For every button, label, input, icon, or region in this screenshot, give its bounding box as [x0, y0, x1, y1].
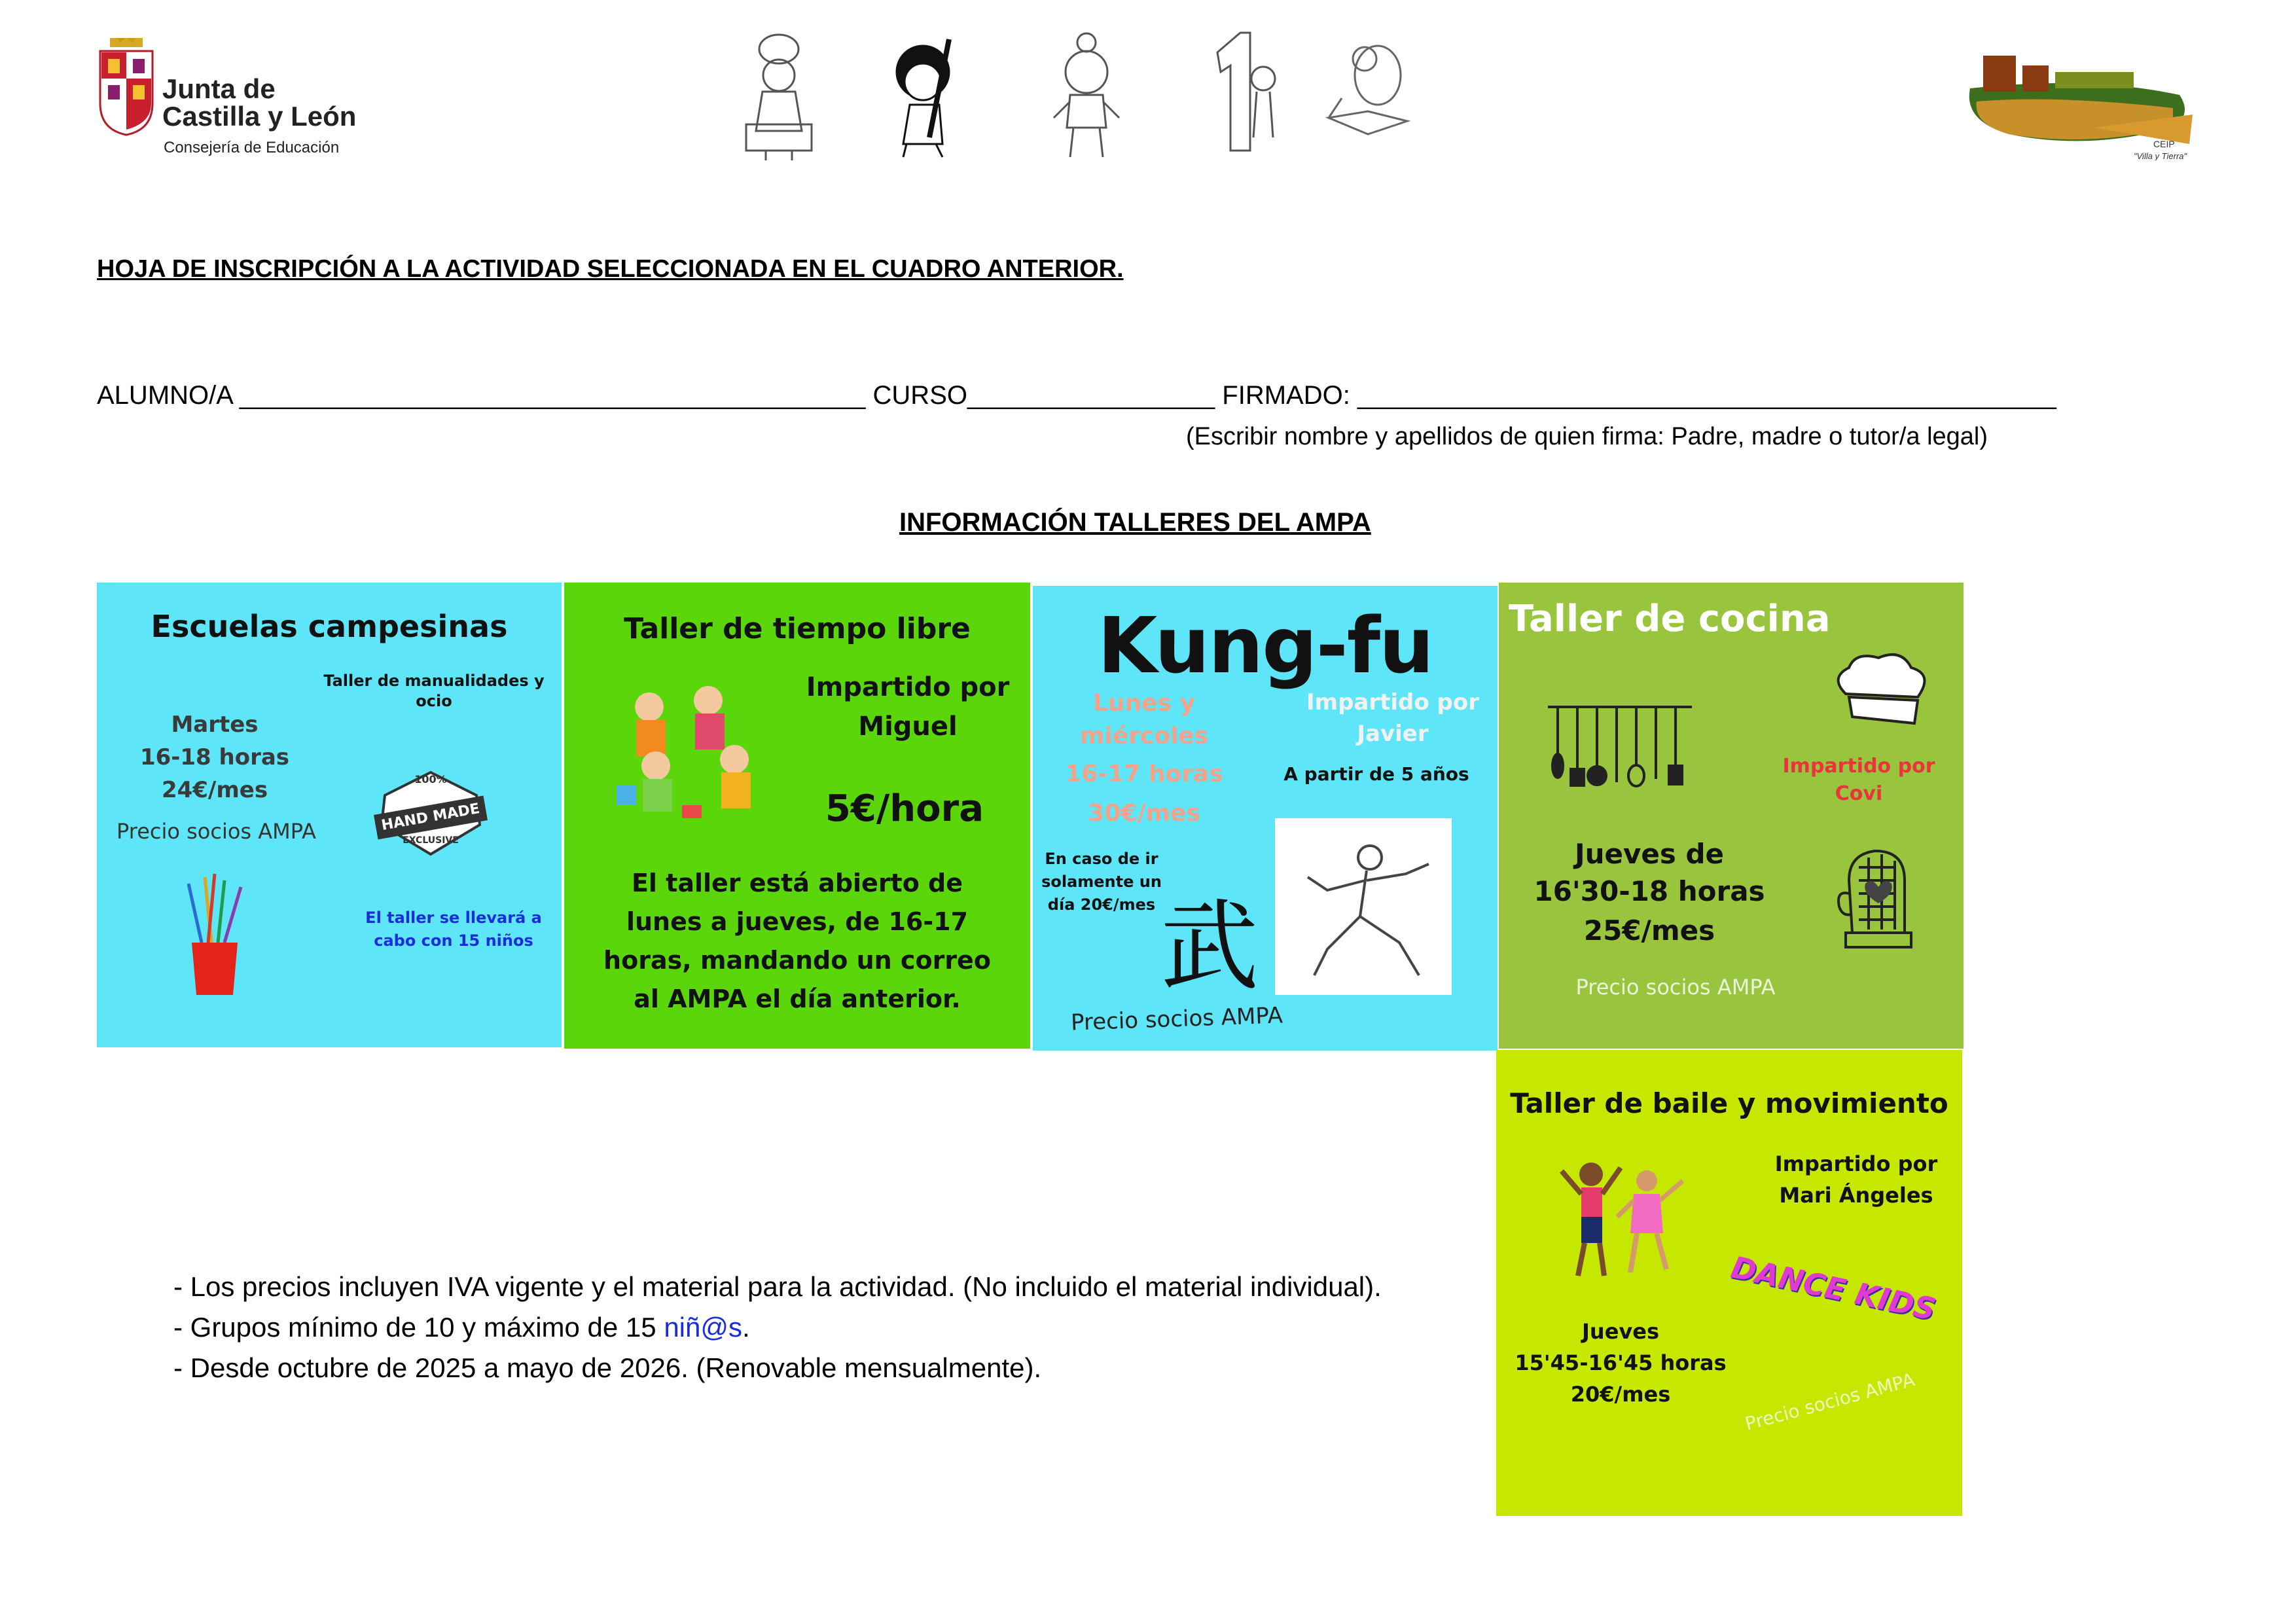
notes-section: [173, 1267, 1417, 1388]
panel-title: Taller de cocina: [1509, 598, 1831, 640]
note-groups-end: .: [742, 1312, 750, 1343]
ceip-logo: [1957, 36, 2199, 160]
form-fill-line: ALUMNO/A ___________________________________________ CURSO_________________ FIRMADO: ________________________________________________: [97, 381, 2056, 410]
number-one-icon: [1185, 20, 1289, 164]
note-dates: - Desde octubre de 2025 a mayo de 2026. (Renovable mensualmente).: [173, 1352, 1042, 1383]
form-title: HOJA DE INSCRIPCIÓN A LA ACTIVIDAD SELECCIONADA EN EL CUADRO ANTERIOR.: [97, 255, 1124, 283]
panel-title: Kung-fu: [1097, 600, 1433, 691]
panel-teacher: Impartido por Javier: [1306, 689, 1480, 747]
panel-hours: 15'45-16'45 horas: [1515, 1350, 1727, 1375]
panel-price: 24€/mes: [161, 777, 268, 803]
jcyl-logo: [97, 38, 385, 162]
panel-subtitle: Taller de manualidades y ocio: [323, 672, 545, 711]
panel-single-day: En caso de ir solamente un día 20€/mes: [1041, 850, 1162, 914]
note-groups-kids: niñ@s: [664, 1312, 743, 1343]
panel-day: Jueves: [1582, 1319, 1659, 1344]
panel-teacher: Impartido por Miguel: [806, 672, 1010, 742]
panel-title: Escuelas campesinas: [151, 609, 508, 644]
wu-glyph-icon: 武: [1160, 890, 1259, 1004]
panel-price: 5€/hora: [825, 787, 984, 830]
panel-title: Taller de tiempo libre: [624, 612, 971, 645]
panel-teacher: Impartido por Mari Ángeles: [1774, 1151, 1938, 1208]
panel-hours: 16-18 horas: [139, 744, 290, 770]
kids-playing-icon: [603, 681, 774, 831]
note-groups-text: - Grupos mínimo de 10 y máximo de 15: [173, 1312, 664, 1343]
panel-kungfu: [1033, 586, 1498, 1051]
kungfu-fighter-icon: [1275, 818, 1452, 995]
dance-kids-logo: DANCE KIDS: [1728, 1249, 1939, 1327]
form-signature-note: (Escribir nombre y apellidos de quien firma: Padre, madre o tutor/a legal): [1186, 423, 1988, 450]
mafalda-pen-icon: [877, 20, 982, 164]
panel-hours: 16'30-18 horas: [1534, 875, 1765, 907]
panel-baile: [1496, 1050, 1962, 1516]
panel-price-note: Precio socios AMPA: [1070, 1002, 1283, 1036]
info-title: INFORMACIÓN TALLERES DEL AMPA: [899, 508, 1371, 537]
reading-child-icon: [1316, 20, 1420, 164]
ceip-label: CEIP: [2153, 139, 2175, 149]
jcyl-title-line2: Castilla y León: [162, 101, 357, 132]
panel-tiempo-libre: [564, 583, 1030, 1049]
note-groups: [173, 1307, 1417, 1348]
brush-cup-icon: [175, 871, 254, 1001]
dancing-kids-icon: [1555, 1155, 1686, 1286]
girl-icon: [1034, 20, 1139, 164]
panel-escuelas-campesinas: [97, 583, 562, 1047]
kitchen-utensils-icon: [1545, 700, 1695, 792]
stamp-bot-text: EXCLUSIVE: [403, 835, 459, 846]
panel-price-note: Precio socios AMPA: [1575, 975, 1776, 1000]
jcyl-title-line1: Junta de: [162, 73, 276, 104]
panel-price-note: Precio socios AMPA: [117, 819, 316, 844]
panel-days: Lunes y miércoles: [1079, 690, 1209, 750]
panel-cocina: [1499, 583, 1964, 1049]
header-illustrations: [726, 20, 1479, 164]
panel-day: Martes: [171, 712, 259, 738]
coat-of-arms-icon: [97, 38, 156, 136]
panel-price: 20€/mes: [1570, 1382, 1671, 1407]
panel-price: 25€/mes: [1583, 914, 1715, 947]
panel-price-note: Precio socios AMPA: [1742, 1369, 1917, 1435]
panel-day: Jueves de: [1574, 838, 1725, 870]
oven-mitt-icon: [1833, 841, 1924, 952]
chef-child-icon: [726, 20, 831, 164]
note-prices: - Los precios incluyen IVA vigente y el material para la actividad. (No incluido el material individual).: [173, 1271, 1382, 1302]
panel-title: Taller de baile y movimiento: [1510, 1087, 1948, 1119]
panel-age: A partir de 5 años: [1283, 763, 1469, 785]
panel-price: 30€/mes: [1088, 800, 1200, 827]
jcyl-subtitle: Consejería de Educación: [164, 139, 340, 156]
ceip-name: "Villa y Tierra": [2134, 151, 2187, 160]
panel-capacity: El taller se llevará a cabo con 15 niños: [365, 909, 542, 950]
panel-info: El taller está abierto de lunes a jueves, de 16-17 horas, mandando un correo al AMPA el día anterior.: [603, 869, 991, 1013]
stamp-mid-text: HAND MADE: [380, 801, 481, 835]
panel-teacher: Impartido por Covi: [1782, 755, 1935, 805]
kungfu-pose-image: [1275, 818, 1452, 995]
handmade-stamp: [365, 769, 496, 848]
stamp-top-text: 100%: [414, 773, 447, 785]
panel-hours: 16-17 horas: [1065, 761, 1223, 787]
chef-hat-icon: [1826, 648, 1937, 733]
